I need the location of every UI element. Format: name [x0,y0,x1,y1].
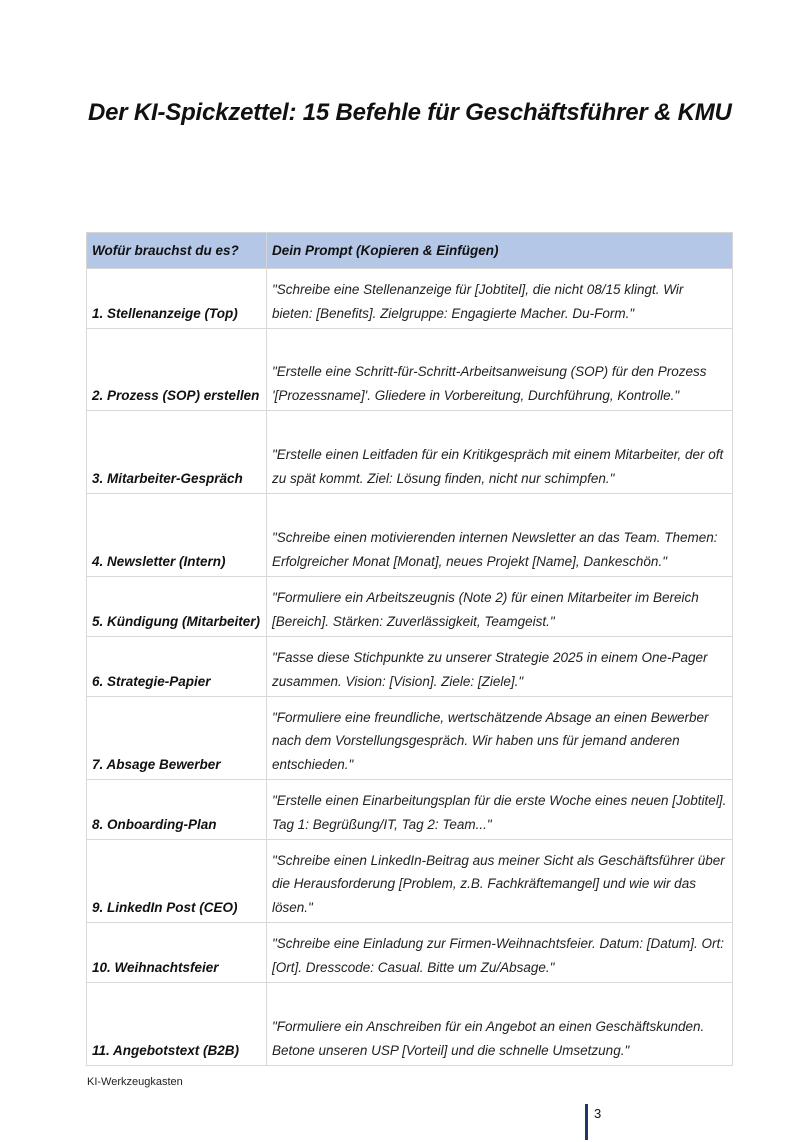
table-row [87,269,733,329]
column-header-prompt: Dein Prompt (Kopieren & Einfügen) [267,233,733,269]
prompt-cell[interactable]: "Erstelle einen Einarbeitungsplan für die erste Woche eines neuen [Jobtitel]. Tag 1: Begrüßung/IT, Tag 2: Team..." [267,780,733,840]
prompt-cell[interactable]: "Fasse diese Stichpunkte zu unserer Strategie 2025 in einem One-Pager zusammen. Vision: [Vision]. Ziele: [Ziele]." [267,637,733,697]
table-row [87,329,733,411]
footer-text: KI-Werkzeugkasten [87,1076,183,1088]
prompt-cell[interactable]: "Erstelle eine Schritt-für-Schritt-Arbeitsanweisung (SOP) für den Prozess '[Prozessname]'. Gliedere in Vorbereitung, Durchführung, Kontrolle." [267,329,733,411]
table-row [87,637,733,697]
use-case-cell: 4. Newsletter (Intern) [87,494,267,577]
prompt-cell[interactable]: "Erstelle einen Leitfaden für ein Kritikgespräch mit einem Mitarbeiter, der oft zu spät kommt. Ziel: Lösung finden, nicht nur schimpfen." [267,411,733,494]
use-case-cell: 9. LinkedIn Post (CEO) [87,840,267,923]
use-case-cell: 8. Onboarding-Plan [87,780,267,840]
page-number: 3 [594,1106,602,1121]
table-row [87,577,733,637]
table-row [87,494,733,577]
prompt-cell[interactable]: "Schreibe eine Einladung zur Firmen-Weihnachtsfeier. Datum: [Datum]. Ort: [Ort]. Dresscode: Casual. Bitte um Zu/Absage." [267,923,733,983]
prompt-cell[interactable]: "Schreibe einen motivierenden internen Newsletter an das Team. Themen: Erfolgreicher Monat [Monat], neues Projekt [Name], Dankeschön." [267,494,733,577]
document-title: Der KI-Spickzettel: 15 Befehle für Geschäftsführer & KMU [88,99,732,126]
prompt-cell[interactable]: "Schreibe einen LinkedIn-Beitrag aus meiner Sicht als Geschäftsführer über die Herausforderung [Problem, z.B. Fachkräftemangel] und wie wir das lösen." [267,840,733,923]
table-row [87,840,733,923]
prompt-cell[interactable]: "Schreibe eine Stellenanzeige für [Jobtitel], die nicht 08/15 klingt. Wir bieten: [Benefits]. Zielgruppe: Engagierte Macher. Du-Form." [267,269,733,329]
prompt-cell[interactable]: "Formuliere ein Arbeitszeugnis (Note 2) für einen Mitarbeiter im Bereich [Bereich]. Stärken: Zuverlässigkeit, Teamgeist." [267,577,733,637]
prompt-cell[interactable]: "Formuliere ein Anschreiben für ein Angebot an einen Geschäftskunden. Betone unseren USP [Vorteil] und die schnelle Umsetzung." [267,983,733,1066]
table-row [87,411,733,494]
use-case-cell: 10. Weihnachtsfeier [87,923,267,983]
page-number-divider [585,1104,588,1140]
use-case-cell: 7. Absage Bewerber [87,697,267,780]
table-header-row [87,233,733,269]
table-row [87,923,733,983]
use-case-cell: 1. Stellenanzeige (Top) [87,269,267,329]
use-case-cell: 6. Strategie-Papier [87,637,267,697]
prompt-table [86,232,733,1066]
use-case-cell: 3. Mitarbeiter-Gespräch [87,411,267,494]
prompt-cell[interactable]: "Formuliere eine freundliche, wertschätzende Absage an einen Bewerber nach dem Vorstellungsgespräch. Wir haben uns für jemand anderen entschieden." [267,697,733,780]
column-header-use: Wofür brauchst du es? [87,233,267,269]
table-row [87,697,733,780]
table-row [87,983,733,1066]
use-case-cell: 5. Kündigung (Mitarbeiter) [87,577,267,637]
use-case-cell: 2. Prozess (SOP) erstellen [87,329,267,411]
table-row [87,780,733,840]
use-case-cell: 11. Angebotstext (B2B) [87,983,267,1066]
